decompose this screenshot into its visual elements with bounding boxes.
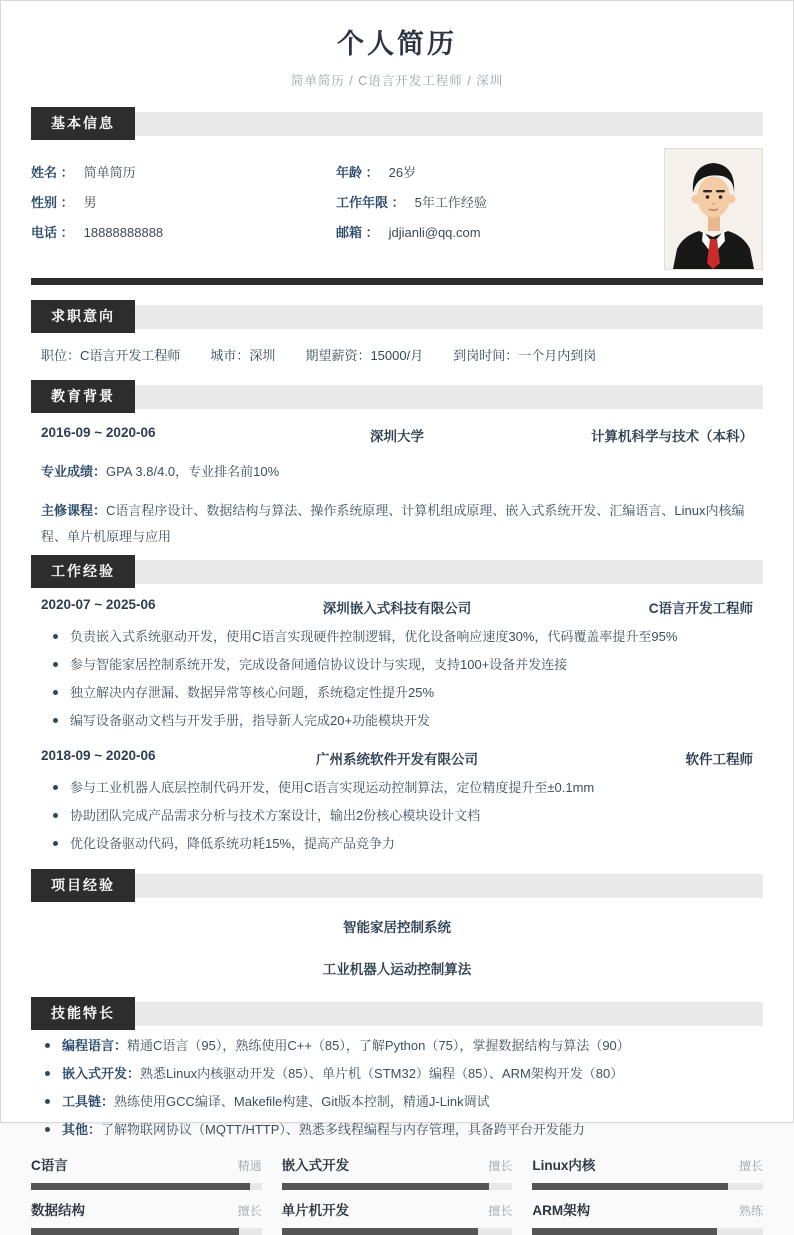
field-value: jdjianli@qq.com <box>388 225 481 240</box>
bullet-item <box>53 781 753 795</box>
skill-level: 擅长 <box>488 1204 513 1218</box>
section-rail <box>135 560 763 584</box>
skill-bar-fill <box>282 1228 478 1235</box>
bullet-text: 编写设备驱动文档与开发手册，指导新人完成20+功能模块开发 <box>70 713 431 728</box>
section-badge-project: 项目经验 <box>31 869 135 902</box>
skill-bar-track <box>31 1228 262 1235</box>
bullet-item <box>45 1067 753 1081</box>
resume-header <box>1 1 793 89</box>
profile-photo-illustration <box>665 149 762 269</box>
skill-bar-item <box>31 1199 262 1235</box>
bullet-item <box>45 1123 753 1137</box>
skill-level: 擅长 <box>738 1159 763 1173</box>
project-section <box>1 916 793 992</box>
bullet-text: 参与工业机器人底层控制代码开发，使用C语言实现运动控制算法，定位精度提升至±0.1mm <box>70 780 595 795</box>
section-rail <box>135 874 763 898</box>
skill-level: 熟练 <box>738 1204 763 1218</box>
basic-info-columns <box>31 148 763 256</box>
intent-value: 15000/月 <box>370 348 424 363</box>
education-gpa-line <box>41 459 753 485</box>
project-title-2: 工业机器人运动控制算法 <box>322 962 472 977</box>
section-rail <box>135 1002 763 1026</box>
section-header-skills <box>31 997 763 1030</box>
section-badge-work: 工作经验 <box>31 555 135 588</box>
bullet-text <box>62 1039 630 1053</box>
skill-bar-track <box>282 1228 513 1235</box>
bullet-text: 优化设备驱动代码，降低系统功耗15%，提高产品竞争力 <box>70 836 396 851</box>
bullet-text <box>62 1067 623 1081</box>
skill-bar-head <box>532 1199 763 1219</box>
bullet-icon <box>53 841 58 846</box>
skill-level: 擅长 <box>488 1159 513 1173</box>
bullet-text: 参与智能家居控制系统开发，完成设备间通信协议设计与实现，支持100+设备并发连接 <box>70 657 568 672</box>
field-value: 男 <box>83 195 97 210</box>
skill-bullet-text: 熟悉Linux内核驱动开发（85）、单片机（STM32）编程（85）、ARM架构开发（80） <box>140 1066 624 1081</box>
page-title: 个人简历 <box>337 29 457 59</box>
skill-bar-head <box>282 1199 513 1219</box>
section-header-work <box>31 555 763 588</box>
skill-level: 擅长 <box>237 1204 262 1218</box>
bullet-text: 协助团队完成产品需求分析与技术方案设计，输出2份核心模块设计文档 <box>70 808 481 823</box>
gpa-label: 专业成绩： <box>41 464 107 479</box>
intent-value: C语言开发工程师 <box>80 348 181 363</box>
section-header-intent <box>31 300 763 333</box>
bullet-item <box>45 1095 753 1109</box>
section-header-basic <box>31 107 763 140</box>
job-company: 广州系统软件开发有限公司 <box>315 752 478 767</box>
skill-name: C语言 <box>31 1158 68 1173</box>
job-title: 软件工程师 <box>685 752 753 767</box>
section-badge-education: 教育背景 <box>31 380 135 413</box>
skill-bar-track <box>532 1228 763 1235</box>
section-header-project <box>31 869 763 902</box>
skill-name: 数据结构 <box>31 1203 85 1218</box>
job-period: 2018-09 ~ 2020-06 <box>41 748 156 763</box>
field-value: 26岁 <box>388 165 417 180</box>
education-school: 深圳大学 <box>369 429 424 444</box>
job2-header-row <box>41 748 753 768</box>
intent-salary <box>305 345 423 364</box>
skill-bar-fill <box>532 1228 717 1235</box>
section-divider <box>31 278 763 285</box>
skill-bars-grid <box>31 1154 763 1235</box>
field-gender <box>31 196 336 209</box>
bullet-text: 独立解决内存泄漏、数据异常等核心问题，系统稳定性提升25% <box>70 685 435 700</box>
job-intent-row <box>31 333 763 373</box>
job-period: 2020-07 ~ 2025-06 <box>41 597 156 612</box>
intent-availability <box>453 345 596 364</box>
skill-bullet-label: 其他： <box>62 1122 102 1137</box>
skill-bar-track <box>532 1183 763 1190</box>
field-value: 18888888888 <box>83 225 164 240</box>
skill-bar-head <box>532 1154 763 1174</box>
bullet-icon <box>53 662 58 667</box>
bullet-text <box>62 1095 490 1109</box>
bullet-icon <box>45 1043 50 1048</box>
skill-bar-track <box>282 1183 513 1190</box>
bullet-item <box>45 1039 753 1053</box>
field-label: 邮箱 ： <box>336 225 379 240</box>
skill-bullet-label: 编程语言： <box>62 1038 128 1053</box>
profile-photo <box>664 148 763 270</box>
project-title-1: 智能家居控制系统 <box>343 920 451 935</box>
field-phone <box>31 226 336 239</box>
intent-label: 到岗时间： <box>453 348 519 363</box>
gpa-value: GPA 3.8/4.0，专业排名前10% <box>106 464 280 479</box>
education-period: 2016-09 ~ 2020-06 <box>41 425 156 440</box>
bullet-icon <box>45 1099 50 1104</box>
skill-bar-head <box>31 1154 262 1174</box>
skill-bullets <box>1 1039 793 1137</box>
intent-label: 职位： <box>41 348 81 363</box>
courses-label: 主修课程： <box>41 503 107 518</box>
section-header-education <box>31 380 763 413</box>
skill-bullet-text: 熟练使用GCC编译、Makefile构建、Git版本控制，精通J-Link调试 <box>114 1094 490 1109</box>
skill-bar-item <box>532 1199 763 1235</box>
bullet-item <box>53 686 753 700</box>
skill-bullet-text: 精通C语言（95），熟练使用C++（85），了解Python（75），掌握数据结构与算法（90） <box>127 1038 630 1053</box>
skill-name: ARM架构 <box>532 1203 591 1218</box>
page-subtitle: 简单简历 / C语言开发工程师 / 深圳 <box>290 74 504 88</box>
intent-position <box>41 345 180 364</box>
field-label: 姓名 ： <box>31 165 74 180</box>
bullet-icon <box>53 785 58 790</box>
field-label: 性别 ： <box>31 195 74 210</box>
bullet-icon <box>45 1127 50 1132</box>
section-rail <box>135 112 763 136</box>
skill-bullet-label: 工具链： <box>62 1094 115 1109</box>
field-value: 简单简历 <box>83 165 136 180</box>
intent-value: 一个月内到岗 <box>518 348 597 363</box>
section-badge-basic: 基本信息 <box>31 107 135 140</box>
section-rail <box>135 305 763 329</box>
skill-name: 单片机开发 <box>281 1203 350 1218</box>
skill-bar-fill <box>532 1183 728 1190</box>
field-value: 5年工作经验 <box>414 195 487 210</box>
field-label: 年龄 ： <box>336 165 379 180</box>
skill-name: 嵌入式开发 <box>281 1158 350 1173</box>
bullet-item <box>53 837 753 851</box>
job-company: 深圳嵌入式科技有限公司 <box>322 601 472 616</box>
bullet-icon <box>53 813 58 818</box>
field-name <box>31 166 336 179</box>
education-header-row <box>41 425 753 445</box>
skill-bar-item <box>31 1154 262 1190</box>
intent-label: 城市： <box>210 348 250 363</box>
skill-bar-fill <box>31 1183 250 1190</box>
basic-info-left-column <box>31 166 336 256</box>
education-degree: 计算机科学与技术（本科） <box>590 429 753 444</box>
bullet-icon <box>45 1071 50 1076</box>
section-rail <box>135 385 763 409</box>
skill-bar-track <box>31 1183 262 1190</box>
skill-bullet-text: 了解物联网协议（MQTT/HTTP）、熟悉多线程编程与内存管理，具备跨平台开发能力 <box>101 1122 585 1137</box>
skill-bar-item <box>282 1154 513 1190</box>
field-label: 电话 ： <box>31 225 74 240</box>
education-courses-line <box>41 498 753 550</box>
skill-bar-fill <box>282 1183 490 1190</box>
skill-name: Linux内核 <box>532 1158 596 1173</box>
section-badge-intent: 求职意向 <box>31 300 135 333</box>
skill-level: 精通 <box>237 1159 262 1173</box>
bullet-text: 负责嵌入式系统驱动开发，使用C语言实现硬件控制逻辑，优化设备响应速度30%，代码覆盖率提升至95% <box>70 629 678 644</box>
skill-bar-head <box>282 1154 513 1174</box>
intent-city <box>210 345 275 364</box>
basic-info-section <box>31 148 763 271</box>
job2-bullets <box>1 781 793 851</box>
skill-bar-fill <box>31 1228 239 1235</box>
bullet-item <box>53 714 753 728</box>
skill-bar-item <box>282 1199 513 1235</box>
job1-header-row <box>41 597 753 617</box>
skill-bar-head <box>31 1199 262 1219</box>
bullet-item <box>53 809 753 823</box>
bullet-icon <box>53 690 58 695</box>
skill-bullet-label: 嵌入式开发： <box>62 1066 141 1081</box>
job1-bullets <box>1 630 793 728</box>
courses-value: C语言程序设计、数据结构与算法、操作系统原理、计算机组成原理、嵌入式系统开发、汇编语言、Linux内核编程、单片机原理与应用 <box>41 503 745 544</box>
bullet-item <box>53 658 753 672</box>
bullet-text <box>62 1123 585 1137</box>
bullet-icon <box>53 634 58 639</box>
intent-value: 深圳 <box>249 348 276 363</box>
job-title: C语言开发工程师 <box>648 601 753 616</box>
bullet-item <box>53 630 753 644</box>
field-label: 工作年限 ： <box>336 195 405 210</box>
section-badge-skills: 技能特长 <box>31 997 135 1030</box>
intent-label: 期望薪资： <box>305 348 371 363</box>
bullet-icon <box>53 718 58 723</box>
skill-bar-item <box>532 1154 763 1190</box>
